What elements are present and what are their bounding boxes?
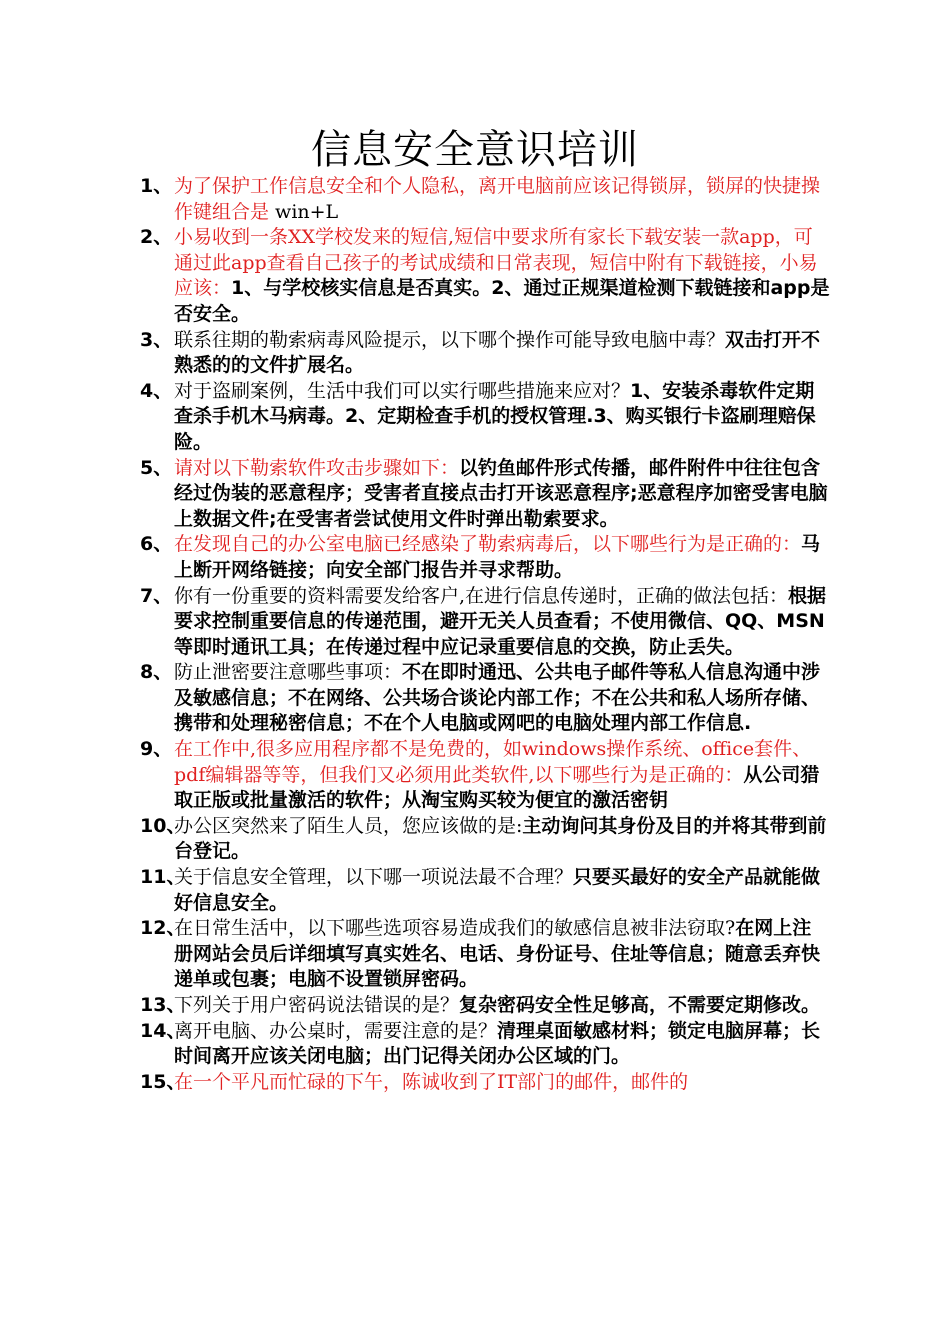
item-number: 1、: [140, 175, 173, 197]
question-text: 联系往期的勒索病毒风险提示，以下哪个操作可能导致电脑中毒？: [174, 328, 726, 351]
list-item: [140, 737, 830, 814]
question-text: 在发现自己的办公室电脑已经感染了勒索病毒后，以下哪些行为是正确的：: [174, 533, 802, 556]
answer-text: 清理桌面敏感材料；锁定电脑屏幕；长时间离开应该关闭电脑；出门记得关闭办公区域的门。: [174, 1019, 821, 1068]
question-text: 你有一份重要的资料需要发给客户,在进行信息传递时，正确的做法包括：: [174, 584, 789, 607]
answer-text: 1、安装杀毒软件定期查杀手机木马病毒。2、定期检查手机的授权管理.3、购买银行卡盗刷理赔保险。: [174, 379, 816, 453]
answer-text: 1、与学校核实信息是否真实。2、通过正规渠道检测下载链接和app是否安全。: [174, 277, 830, 325]
question-text: 在日常生活中，以下哪些选项容易造成我们的敏感信息被非法窃取?: [174, 917, 736, 940]
list-item: [140, 584, 830, 661]
list-item: [140, 174, 830, 225]
question-list: [140, 174, 830, 1095]
answer-text: 不在即时通迅、公共电子邮件等私人信息沟通中涉及敏感信息；不在网络、公共场合谈论内部工作；不在公共和私人场所存储、携带和处理秘密信息；不在个人电脑或网吧的电脑处理内部工作信息.: [174, 661, 821, 735]
item-number: 6、: [140, 533, 173, 556]
list-item: [140, 916, 830, 993]
question-text: 为了保护工作信息安全和个人隐私，离开电脑前应该记得锁屏，锁屏的快捷操作键组合是: [174, 175, 821, 223]
list-item: [140, 814, 830, 865]
item-number: 5、: [140, 456, 173, 479]
question-text: 办公区突然来了陌生人员，您应该做的是:: [174, 814, 523, 837]
item-number: 9、: [140, 738, 173, 761]
question-text: 离开电脑、办公桌时，需要注意的是？: [174, 1019, 498, 1042]
item-number: 4、: [140, 379, 173, 402]
answer-text: 在网上注册网站会员后详细填写真实姓名、电话、身份证号、住址等信息；随意丢弃快递单或包裹；电脑不设置锁屏密码。: [174, 917, 821, 991]
item-number: 15、: [140, 1070, 186, 1093]
answer-text: 双击打开不熟悉的的文件扩展名。: [174, 328, 821, 377]
item-number: 7、: [140, 584, 173, 607]
question-text: 在工作中,很多应用程序都不是免费的，如windows操作系统、office套件、pdf编辑器等等，但我们又必须用此类软件,以下哪些行为是正确的：: [174, 738, 812, 786]
answer-text: 复杂密码安全性足够高，不需要定期修改。: [459, 994, 821, 1016]
item-number: 14、: [140, 1019, 186, 1042]
list-item: [140, 379, 830, 456]
page-title: 信息安全意识培训: [311, 127, 639, 173]
question-text: 请对以下勒索软件攻击步骤如下：: [174, 456, 460, 479]
question-text: 关于信息安全管理，以下哪一项说法最不合理？: [174, 866, 574, 889]
item-number: 8、: [140, 661, 173, 684]
list-item: [140, 456, 830, 533]
item-number: 12、: [140, 917, 186, 940]
answer-text: 根据要求控制重要信息的传递范围，避开无关人员查看；不使用微信、QQ、MSN等即时通讯工具；在传递过程中应记录重要信息的交换，防止丢失。: [174, 584, 827, 658]
list-item: [140, 1070, 830, 1096]
list-item: [140, 660, 830, 737]
list-item: [140, 993, 830, 1019]
list-item: [140, 1019, 830, 1070]
answer-text: 只要买最好的安全产品就能做好信息安全。: [174, 866, 821, 914]
answer-text: 主动询问其身份及目的并将其带到前台登记。: [174, 814, 827, 863]
list-item: [140, 328, 830, 379]
item-number: 10、: [140, 814, 186, 837]
item-number: 3、: [140, 328, 173, 351]
question-text: 下列关于用户密码说法错误的是？: [174, 994, 460, 1016]
list-item: [140, 865, 830, 916]
answer-text: 马上断开网络链接；向安全部门报告并寻求帮助。: [174, 533, 821, 581]
answer-text: win+L: [269, 200, 339, 223]
item-number: 11、: [140, 866, 186, 889]
answer-text: 从公司猎取正版或批量激活的软件；从淘宝购买较为便宜的激活密钥: [174, 763, 820, 812]
answer-text: 以钓鱼邮件形式传播，邮件附件中往往包含经过伪装的恶意程序；受害者直接点击打开该恶意程序;恶意程序加密受害电脑上数据文件;在受害者尝试使用文件时弹出勒索要求。: [174, 456, 828, 530]
question-text: 防止泄密要注意哪些事项：: [174, 661, 403, 684]
list-item: [140, 225, 830, 327]
question-text: 在一个平凡而忙碌的下午，陈诚收到了IT部门的邮件，邮件的: [174, 1070, 689, 1093]
question-text: 小易收到一条XX学校发来的短信,短信中要求所有家长下载安装一款app，可通过此app查看自己孩子的考试成绩和日常表现，短信中附有下载链接，小易应该：: [174, 226, 818, 300]
item-number: 13、: [140, 994, 186, 1016]
item-number: 2、: [140, 226, 173, 249]
question-text: 对于盗刷案例，生活中我们可以实行哪些措施来应对？: [174, 379, 631, 402]
list-item: [140, 532, 830, 583]
